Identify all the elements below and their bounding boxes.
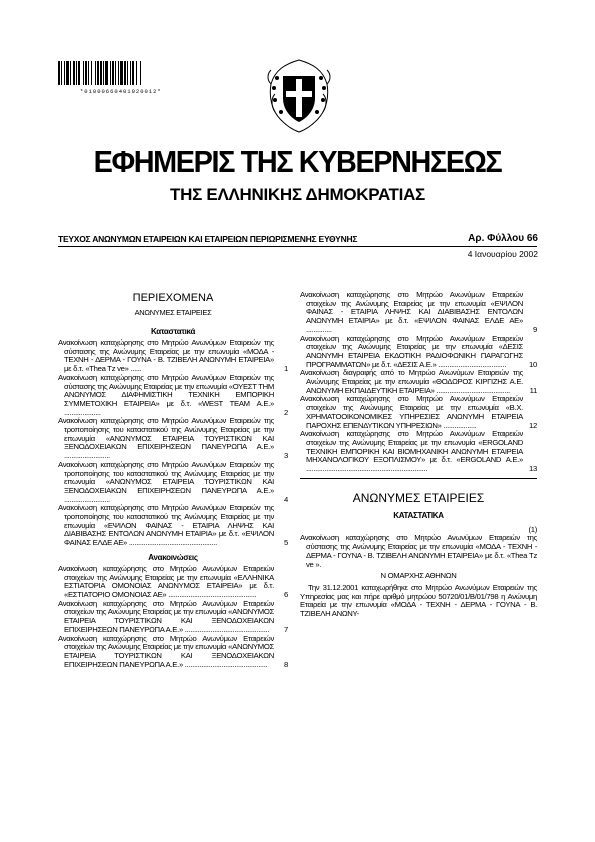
toc-category-statutes: Καταστατικά xyxy=(150,327,196,336)
toc-entry[interactable]: Ανακοίνωση καταχώρησης στο Μητρώο Ανωνύμων Εταιρειών στοιχείων της Ανώνυμης Εταιρείας με την επωνυμία «ΔΕΣΙΣ ΑΝΩΝΥΜΗ ΕΤΑΙΡΕΙΑ ΕΚΔΟΤΙΚΗ ΡΑΔΙΟΦΩΝΙΚΗ ΠΑΡΑΓΩΓΗΣ ΠΡΟΓΡΑΜΜΑΤΩΝ» με δ.τ. «ΔΕΣΙΣ Α.Ε.» ..................................... 10 xyxy=(300,333,537,369)
toc-page-number: 7 xyxy=(284,624,288,634)
header-rule xyxy=(58,246,537,247)
masthead-title: ΕΦΗΜΕΡΙΣ ΤΗΣ ΚΥΒΕΡΝΗΣΕΩΣ xyxy=(93,144,502,179)
toc-announcements-list-left xyxy=(58,565,288,669)
toc-entry[interactable]: Ανακοίνωση καταχώρησης στο Μητρώο Ανωνύμων Εταιρειών στοιχείων της Ανώνυμης Εταιρείας με την επωνυμία «ΕΨΙΛΟΝ ΦΑΙΝΑΣ - ΕΤΑΙΡΙΑ ΛΗΨΗΣ ΚΑΙ ΔΙΑΒΙΒΑΣΗΣ ΕΝΤΟΛΩΝ ΑΝΩΝΥΜΗ ΕΤΑΙΡΙΑ» με δ.τ. «ΕΨΙΛΟΝ ΦΑΙΝΑΣ ΕΛΔΕ ΑΕ» .............. 9 xyxy=(300,290,537,334)
toc-page-number: 3 xyxy=(284,451,288,461)
toc-category-announcements: Ανακοινώσεις xyxy=(148,552,198,562)
toc-page-number: 12 xyxy=(529,420,537,430)
announcement-title: Ανακοίνωση καταχώρησης στο Μητρώο Ανωνύμων Εταιρειών της σύστασης της Ανώνυμης Εταιρείας με την επωνυμία «ΜΟΔΑ - ΤΕΧΝΗ - ΔΕΡΜΑ - ΓΟΥΝΑ - Β. ΤΖΙΒΕΛΗ ΑΝΩΝΥΜΗ ΕΤΑΙΡΕΙΑ» με δ.τ. «Thea Tz ve ». xyxy=(300,533,537,569)
toc-page-number: 9 xyxy=(533,324,537,334)
toc-page-number: 8 xyxy=(284,659,288,669)
issue-date: 4 Ιανουαρίου 2002 xyxy=(467,249,538,259)
toc-statutes-list xyxy=(58,339,288,548)
toc-entry[interactable]: Ανακοίνωση καταχώρησης στο Μητρώο Ανωνύμων Εταιρειών στοιχείων της Ανώνυμης Εταιρείας με την επωνυμία «ΕΛΛΗΝΙΚΑ ΕΣΤΙΑΤΟΡΙΑ ΟΜΟΝΟΙΑΣ ΑΝΩΝΥΜΟΣ ΕΤΑΙΡΕΙΑ» με δ.τ. «ΕΣΤΙΑΤΟΡΙΟ ΟΜΟΝΟΙΑΣ ΑΕ» ................................................ 6 xyxy=(58,563,288,599)
body-paragraph: Την 31.12.2001 καταχωρήθηκε στο Μητρώο Ανωνύμων Εταιρειών της Υπηρεσίας μας και πήρε αριθμό μητρώου 50720/01/Β/01/798 η Ανώνυμη Εταιρεία με την επωνυμία «ΜΟΔΑ - ΤΕΧΝΗ - ΔΕΡΜΑ - ΓΟΥΝΑ - Β. ΤΖΙΒΕΛΗ ΑΝΩΝΥ- xyxy=(300,582,537,619)
toc-entry[interactable]: Ανακοίνωση καταχώρησης στο Μητρώο Ανωνύμων Εταιρειών στοιχείων της Ανώνυμης Εταιρείας με την επωνυμία «Β.Χ. ΧΡΗΜΑΤΟΟΙΚΟΝΟΜΙΚΕΣ ΥΠΗΡΕΣΙΕΣ ΑΝΩΝΥΜΗ ΕΤΑΙΡΕΙΑ ΠΑΡΟΧΗΣ ΕΠΕΝΔΥΤΙΚΩΝ ΥΠΗΡΕΣΙΩΝ» .................. 12 xyxy=(300,394,537,430)
greek-coat-of-arms-emblem xyxy=(265,54,333,134)
toc-page-number: 11 xyxy=(529,385,537,395)
toc-entry[interactable]: Ανακοίνωση διαγραφής από το Μητρώο Ανωνύμων Εταιρειών της Ανώνυμης Εταιρείας με την επωνυμία «ΘΟΔΩΡΟΣ ΚΙΡΓΙΖΗΣ Α.Ε. ΑΝΩΝΥΜΗ ΕΚΠΑΙΔΕΥΤΙΚΗ ΕΤΑΙΡΕΙΑ» ........................................ 11 xyxy=(300,368,537,395)
barcode-number: *01000660401020012* xyxy=(80,88,162,95)
toc-entry[interactable]: Ανακοίνωση καταχώρησης στο Μητρώο Ανωνύμων Εταιρειών της σύστασης της Ανώνυμης Εταιρείας με την επωνυμία «ΟΥΕΣΤ ΤΗΜ ΑΝΩΝΥΜΟΣ ΔΙΑΦΗΜΙΣΤΙΚΗ ΤΕΧΝΙΚΗ ΕΜΠΟΡΙΚΗ ΣΥΜΜΕΤΟΧΙΚΗ ΕΤΑΙΡΕΙΑ» με δ.τ. «WEST TEAM Α.Ε.» .................... 2 xyxy=(58,372,288,417)
toc-subheading: ΑΝΩΝΥΜΕΣ ΕΤΑΙΡΕΙΕΣ xyxy=(134,308,212,317)
toc-entry[interactable]: Ανακοίνωση καταχώρησης στο Μητρώο Ανωνύμων Εταιρειών στοιχείων της Ανώνυμης Εταιρείας με την επωνυμία «ERGOLAND ΤΕΧΝΙΚΗ ΕΜΠΟΡΙΚΗ ΚΑΙ ΒΙΟΜΗΧΑΝΙΚΗ ΑΝΩΝΥΜΗ ΕΤΑΙΡΕΙΑ ΜΗΧΑΝΟΛΟΓΙΚΟΥ ΕΞΟΠΛΙΣΜΟΥ» με δ.τ. «ERGOLAND Α.Ε.» .................................................................. 13 xyxy=(300,429,537,474)
toc-entry[interactable]: Ανακοίνωση καταχώρησης στο Μητρώο Ανωνύμων Εταιρειών της τροποποίησης του καταστατικού της Ανώνυμης Εταιρείας με την επωνυμία «ΕΨΙΛΟΝ ΦΑΙΝΑΣ - ΕΤΑΙΡΙΑ ΛΗΨΗΣ ΚΑΙ ΔΙΑΒΙΒΑΣΗΣ ΕΝΤΟΛΩΝ ΑΝΩΝΥΜΗ ΕΤΑΙΡΙΑ» με δ.τ. «ΕΨΙΛΟΝ ΦΑΙΝΑΣ ΕΛΔΕ ΑΕ» ................................................ 5 xyxy=(58,503,288,548)
issue-number: Αρ. Φύλλου 66 xyxy=(468,233,538,244)
toc-page-number: 10 xyxy=(529,359,537,369)
section-heading: ΑΝΩΝΥΜΕΣ ΕΤΑΙΡΕΙΕΣ xyxy=(352,490,485,505)
toc-entry[interactable]: Ανακοίνωση καταχώρησης στο Μητρώο Ανωνύμων Εταιρειών της τροποποίησης του καταστατικού της Ανώνυμης Εταιρείας με την επωνυμία «ΑΝΩΝΥΜΟΣ ΕΤΑΙΡΕΙΑ ΤΟΥΡΙΣΤΙΚΩΝ ΚΑΙ ΞΕΝΟΔΟΧΕΙΑΚΩΝ ΕΠΙΧΕΙΡΗΣΕΩΝ ΠΑΝΕΥΡΩΠΑ Α.Ε.» ......................... 4 xyxy=(58,459,288,504)
toc-column-right xyxy=(300,291,537,619)
prefecture-heading: Ν ΟΜΑΡΧΗΣ ΑΘΗΝΩΝ xyxy=(380,571,457,581)
toc-page-number: 4 xyxy=(284,494,288,504)
toc-column-left xyxy=(58,292,288,669)
toc-entry[interactable]: Ανακοίνωση καταχώρησης στο Μητρώο Ανωνύμων Εταιρειών στοιχείων της Ανώνυμης Εταιρείας με την επωνυμία «ΑΝΩΝΥΜΟΣ ΕΤΑΙΡΕΙΑ ΤΟΥΡΙΣΤΙΚΩΝ ΚΑΙ ΞΕΝΟΔΟΧΕΙΑΚΩΝ ΕΠΙΧΕΙΡΗΣΕΩΝ ΠΑΝΕΥΡΩΠΑ Α.Ε.» ............................................. 8 xyxy=(58,633,288,669)
toc-entry[interactable]: Ανακοίνωση καταχώρησης στο Μητρώο Ανωνύμων Εταιρειών της τροποποίησης του καταστατικού της Ανώνυμης Εταιρείας με την επωνυμία «ΑΝΩΝΥΜΟΣ ΕΤΑΙΡΕΙΑ ΤΟΥΡΙΣΤΙΚΩΝ ΚΑΙ ΞΕΝΟΔΟΧΕΙΑΚΩΝ ΕΠΙΧΕΙΡΗΣΕΩΝ ΠΑΝΕΥΡΩΠΑ Α.Ε.» ......................... 3 xyxy=(58,416,288,461)
section-category: ΚΑΤΑΣΤΑΤΙΚΑ xyxy=(393,510,444,520)
item-number: (1) xyxy=(528,524,537,534)
toc-page-number: 13 xyxy=(529,464,537,474)
toc-page-number: 6 xyxy=(284,589,288,599)
series-title: ΤΕΥΧΟΣ ΑΝΩΝΥΜΩΝ ΕΤΑΙΡΕΙΩΝ ΚΑΙ ΕΤΑΙΡΕΙΩΝ ΠΕΡΙΩΡΙΣΜΕΝΗΣ ΕΥΘΥΝΗΣ xyxy=(58,234,358,244)
toc-heading: ΠΕΡΙΕΧΟΜΕΝΑ xyxy=(132,292,214,304)
toc-entry[interactable]: Ανακοίνωση καταχώρησης στο Μητρώο Ανωνύμων Εταιρειών στοιχείων της Ανώνυμης Εταιρείας με την επωνυμία «ΑΝΩΝΥΜΟΣ ΕΤΑΙΡΕΙΑ ΤΟΥΡΙΣΤΙΚΩΝ ΚΑΙ ΞΕΝΟΔΟΧΕΙΑΚΩΝ ΕΠΙΧΕΙΡΗΣΕΩΝ ΠΑΝΕΥΡΩΠΑ Α.Ε.» .............................................. 7 xyxy=(58,598,288,634)
section-divider xyxy=(300,478,537,479)
toc-announcements-list-right xyxy=(300,291,537,474)
toc-entry[interactable]: Ανακοίνωση καταχώρησης στο Μητρώο Ανωνύμων Εταιρειών της σύστασης της Ανώνυμης Εταιρείας με την επωνυμία «ΜΟΔΑ - ΤΕΧΝΗ - ΔΕΡΜΑ - ΓΟΥΝΑ - Β. ΤΖΙΒΕΛΗ ΑΝΩΝΥΜΗ ΕΤΑΙΡΕΙΑ» με δ.τ. «Thea Tz ve» ...... 1 xyxy=(58,338,288,374)
masthead-subtitle: ΤΗΣ ΕΛΛΗΝΙΚΗΣ ΔΗΜΟΚΡΑΤΙΑΣ xyxy=(170,185,425,204)
toc-page-number: 2 xyxy=(284,407,288,417)
toc-page-number: 1 xyxy=(284,364,288,374)
toc-page-number: 5 xyxy=(284,538,288,548)
